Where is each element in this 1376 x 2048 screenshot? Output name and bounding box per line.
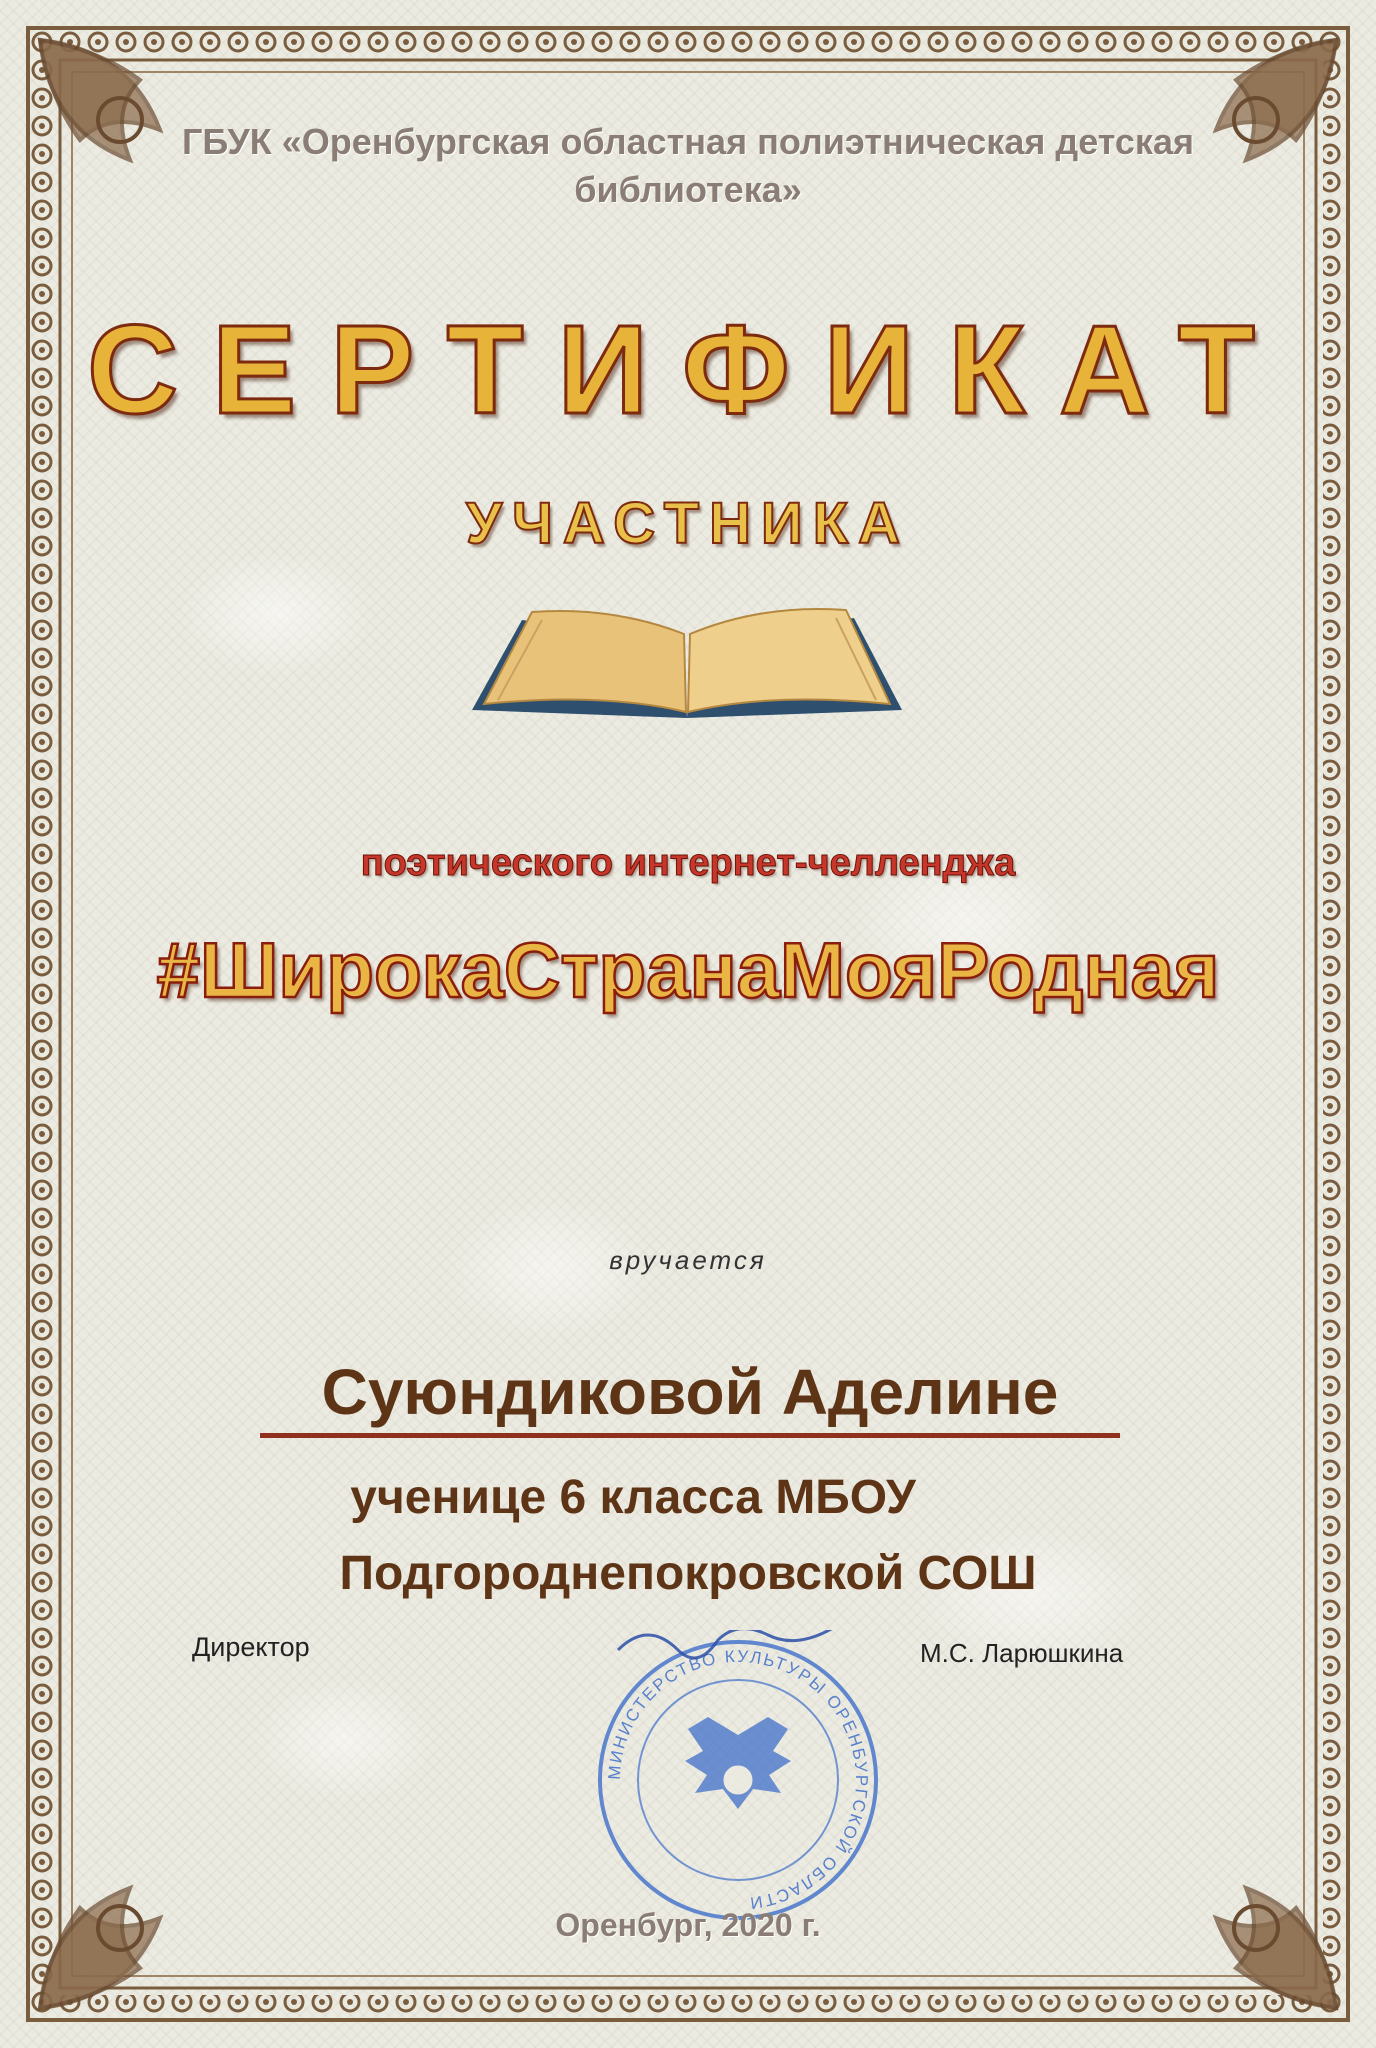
seal-text: МИНИСТЕРСТВО КУЛЬТУРЫ ОРЕНБУРГСКОЙ ОБЛАСТИ: [604, 1646, 872, 1913]
awarded-label: вручается: [609, 1245, 767, 1275]
recipient-name: Суюндиковой Аделине: [260, 1355, 1120, 1438]
eagle-emblem-icon: [685, 1717, 791, 1809]
event-name: #ШирокаСтранаМояРодная: [156, 926, 1220, 1014]
certificate-subtitle: УЧАСТНИКА: [465, 491, 910, 556]
open-book-icon: [462, 600, 912, 730]
certificate-title: СЕРТИФИКАТ: [87, 299, 1289, 440]
signer-name: М.С. Ларюшкина: [920, 1638, 1124, 1668]
organization-name: ГБУК «Оренбургская областная полиэтническая детская библиотека»: [182, 121, 1194, 210]
recipient-description-line1: ученице 6 класса МБОУ: [350, 1471, 916, 1524]
signer-role: Директор: [192, 1632, 310, 1662]
recipient-description-line2: Подгороднепокровской СОШ: [339, 1547, 1037, 1600]
city-year: Оренбург, 2020 г.: [555, 1907, 821, 1943]
event-type: поэтического интернет-челленджа: [360, 842, 1016, 884]
official-seal-stamp: [588, 1630, 888, 1930]
recipient-description: [120, 1460, 1256, 1612]
